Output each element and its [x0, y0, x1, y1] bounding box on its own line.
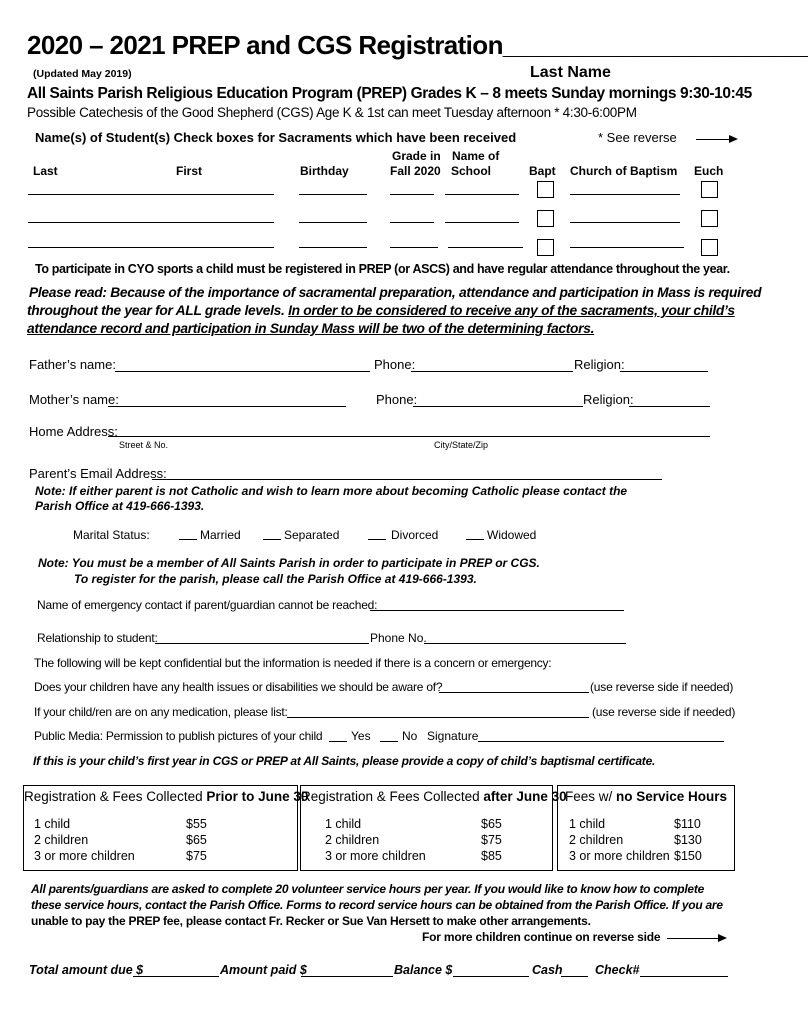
fees-box-header: Registration & Fees Collected Prior to June 30 — [24, 789, 309, 804]
fee-amount: $130 — [674, 833, 702, 847]
please-read-line3: attendance record and participation in Sunday Mass will be two of the determining factors. — [27, 321, 595, 336]
fee-label: 1 child — [34, 817, 71, 831]
birthday-field[interactable] — [299, 194, 367, 195]
col-grade-2: Fall 2020 — [390, 164, 441, 178]
media-yes-option: Yes — [351, 729, 371, 743]
fee-amount: $55 — [186, 817, 207, 831]
city-caption: City/State/Zip — [434, 440, 489, 450]
see-reverse-note: * See reverse — [598, 130, 677, 145]
school-field[interactable] — [445, 222, 519, 223]
baptism-checkbox[interactable] — [537, 210, 554, 227]
grade-field[interactable] — [390, 222, 434, 223]
baptism-checkbox[interactable] — [537, 181, 554, 198]
emergency-contact-label: Name of emergency contact if parent/guardian cannot be reached: — [37, 598, 378, 612]
father-religion-label: Religion: — [574, 357, 625, 372]
student-name-field[interactable] — [28, 222, 274, 223]
relationship-label: Relationship to student: — [37, 631, 158, 645]
father-name-field[interactable] — [115, 371, 370, 372]
school-field[interactable] — [445, 194, 519, 195]
email-field[interactable] — [152, 479, 662, 480]
check-number-field[interactable] — [640, 976, 728, 977]
signature-label: Signature — [427, 729, 479, 743]
service-line1: All parents/guardians are asked to complete 20 volunteer service hours per year. If you would like to know how to complete — [31, 882, 705, 896]
col-bapt: Bapt — [529, 164, 556, 178]
col-school-1: Name of — [452, 149, 500, 163]
balance-label: Balance $ — [394, 963, 453, 977]
emergency-contact-field[interactable] — [370, 610, 624, 611]
grade-field[interactable] — [390, 247, 438, 248]
col-birthday: Birthday — [300, 164, 349, 178]
students-heading: Name(s) of Student(s) Check boxes for Sacraments which have been received — [35, 130, 517, 145]
school-field[interactable] — [448, 247, 523, 248]
col-grade-1: Grade in — [392, 149, 441, 163]
health-label: Does your children have any health issues or disabilities we should be aware of? — [34, 680, 443, 694]
street-caption: Street & No. — [119, 440, 169, 450]
student-name-field[interactable] — [28, 247, 274, 248]
father-phone-field[interactable] — [411, 371, 573, 372]
medication-reverse-note: (use reverse side if needed) — [592, 705, 736, 719]
arrow-right-icon — [667, 938, 725, 939]
fee-label: 3 or more children — [569, 849, 670, 863]
amount-paid-label: Amount paid $ — [220, 963, 307, 977]
emergency-phone-label: Phone No. — [370, 631, 427, 645]
member-note-line2: To register for the parish, please call the Parish Office at 419-666-1393. — [74, 572, 477, 586]
cyo-note: To participate in CYO sports a child must be registered in PREP (or ASCS) and have regular attendance throughout the year. — [35, 262, 730, 276]
mother-name-field[interactable] — [108, 406, 346, 407]
amount-paid-field[interactable] — [301, 976, 393, 977]
eucharist-checkbox[interactable] — [701, 239, 718, 256]
grade-field[interactable] — [390, 194, 434, 195]
form-title — [27, 30, 808, 61]
fee-label: 1 child — [325, 817, 362, 831]
fee-label: 2 children — [34, 833, 89, 847]
service-line3: unable to pay the PREP fee, please contact Fr. Recker or Sue Van Hersett to make other arrangements. — [31, 914, 591, 928]
separated-blank[interactable] — [263, 539, 281, 540]
fees-box-header: Registration & Fees Collected after June 30 — [301, 789, 567, 804]
fee-label: 1 child — [569, 817, 606, 831]
church-field[interactable] — [570, 194, 680, 195]
mother-religion-label: Religion: — [583, 392, 634, 407]
fee-label: 2 children — [569, 833, 624, 847]
health-field[interactable] — [439, 692, 589, 693]
arrow-right-icon — [696, 139, 736, 140]
mother-religion-field[interactable] — [629, 406, 710, 407]
home-address-label: Home Address: — [29, 424, 118, 439]
fee-label: 3 or more children — [34, 849, 135, 863]
divorced-option: Divorced — [391, 528, 439, 542]
mother-label: Mother’s name: — [29, 392, 119, 407]
catholic-note-line2: Parish Office at 419-666-1393. — [35, 499, 205, 513]
church-field[interactable] — [570, 247, 684, 248]
married-blank[interactable] — [179, 539, 197, 540]
last-name-blank[interactable]: ______________________ — [502, 30, 808, 60]
fee-label: 3 or more children — [325, 849, 426, 863]
fee-amount: $75 — [481, 833, 502, 847]
home-address-field[interactable] — [108, 436, 710, 437]
balance-field[interactable] — [453, 976, 529, 977]
divorced-blank[interactable] — [368, 539, 386, 540]
member-note-line1: Note: You must be a member of All Saints Parish in order to participate in PREP or CGS. — [38, 556, 540, 570]
eucharist-checkbox[interactable] — [701, 181, 718, 198]
widowed-blank[interactable] — [466, 539, 484, 540]
cash-label: Cash — [532, 963, 563, 977]
birthday-field[interactable] — [299, 222, 367, 223]
last-name-label: Last Name — [530, 64, 611, 81]
marital-status-label: Marital Status: — [73, 528, 150, 542]
service-line2: these service hours, contact the Parish Office. Forms to record service hours can be obtained from the Parish Office. If you are — [31, 898, 723, 912]
signature-field[interactable] — [478, 741, 724, 742]
media-no-blank[interactable] — [380, 741, 398, 742]
col-euch: Euch — [694, 164, 724, 178]
media-no-option: No — [402, 729, 418, 743]
medication-field[interactable] — [287, 717, 589, 718]
fee-amount: $110 — [674, 817, 701, 831]
father-phone-label: Phone: — [374, 357, 416, 372]
baptism-checkbox[interactable] — [537, 239, 554, 256]
program-line: All Saints Parish Religious Education Program (PREP) Grades K – 8 meets Sunday mornings 9:30-10:45 — [27, 85, 752, 102]
col-school-2: School — [451, 164, 492, 178]
father-label: Father’s name: — [29, 357, 116, 372]
total-due-label: Total amount due $ — [29, 963, 144, 977]
widowed-option: Widowed — [487, 528, 537, 542]
cgs-line: Possible Catechesis of the Good Shepherd (CGS) Age K & 1st can meet Tuesday afternoon * 4:30-6:00PM — [27, 105, 637, 120]
cash-field[interactable] — [561, 976, 588, 977]
col-church: Church of Baptism — [570, 164, 678, 178]
married-option: Married — [200, 528, 241, 542]
confidential-note: The following will be kept confidential but the information is needed if there is a concern or emergency: — [34, 656, 552, 670]
please-read-line2a: throughout the year for ALL grade levels. — [27, 303, 289, 318]
first-year-note: If this is your child’s first year in CGS or PREP at All Saints, please provide a copy of child’s baptismal certificate. — [33, 754, 656, 768]
email-label: Parent’s Email Address: — [29, 466, 167, 481]
fees-no-service-box — [557, 785, 735, 871]
please-read-line2b: In order to be considered to receive any of the sacraments, your child’s — [288, 303, 735, 318]
birthday-field[interactable] — [299, 247, 367, 248]
media-permission-label: Public Media: Permission to publish pictures of your child — [34, 729, 323, 743]
fees-prior-june30-box — [23, 785, 309, 871]
more-children-note: For more children continue on reverse side — [422, 930, 661, 944]
updated-note: (Updated May 2019) — [33, 68, 132, 80]
church-field[interactable] — [570, 222, 680, 223]
total-due-field[interactable] — [133, 976, 219, 977]
fee-amount: $65 — [186, 833, 207, 847]
please-read-line2 — [27, 303, 735, 318]
relationship-field[interactable] — [155, 643, 369, 644]
fees-after-june30-box — [300, 785, 567, 871]
fee-label: 2 children — [325, 833, 380, 847]
health-reverse-note: (use reverse side if needed) — [590, 680, 734, 694]
father-religion-field[interactable] — [620, 371, 708, 372]
fee-amount: $65 — [481, 817, 502, 831]
media-yes-blank[interactable] — [329, 741, 347, 742]
catholic-note-line1: Note: If either parent is not Catholic and wish to learn more about becoming Catholic please contact the — [35, 484, 628, 498]
fee-amount: $75 — [186, 849, 207, 863]
check-number-label: Check# — [595, 963, 640, 977]
fee-amount: $150 — [674, 849, 702, 863]
separated-option: Separated — [284, 528, 340, 542]
form-title-text: 2020 – 2021 PREP and CGS Registration — [27, 30, 503, 60]
col-last: Last — [33, 164, 58, 178]
col-first: First — [176, 164, 203, 178]
student-name-field[interactable] — [28, 194, 274, 195]
medication-label: If your child/ren are on any medication, please list: — [34, 705, 288, 719]
fees-box-header: Fees w/ no Service Hours — [564, 789, 728, 804]
eucharist-checkbox[interactable] — [701, 210, 718, 227]
emergency-phone-field[interactable] — [424, 643, 626, 644]
please-read-line1: Please read: Because of the importance of sacramental preparation, attendance and participation in Mass is required — [29, 285, 762, 300]
fee-amount: $85 — [481, 849, 502, 863]
mother-phone-field[interactable] — [413, 406, 583, 407]
mother-phone-label: Phone: — [376, 392, 418, 407]
